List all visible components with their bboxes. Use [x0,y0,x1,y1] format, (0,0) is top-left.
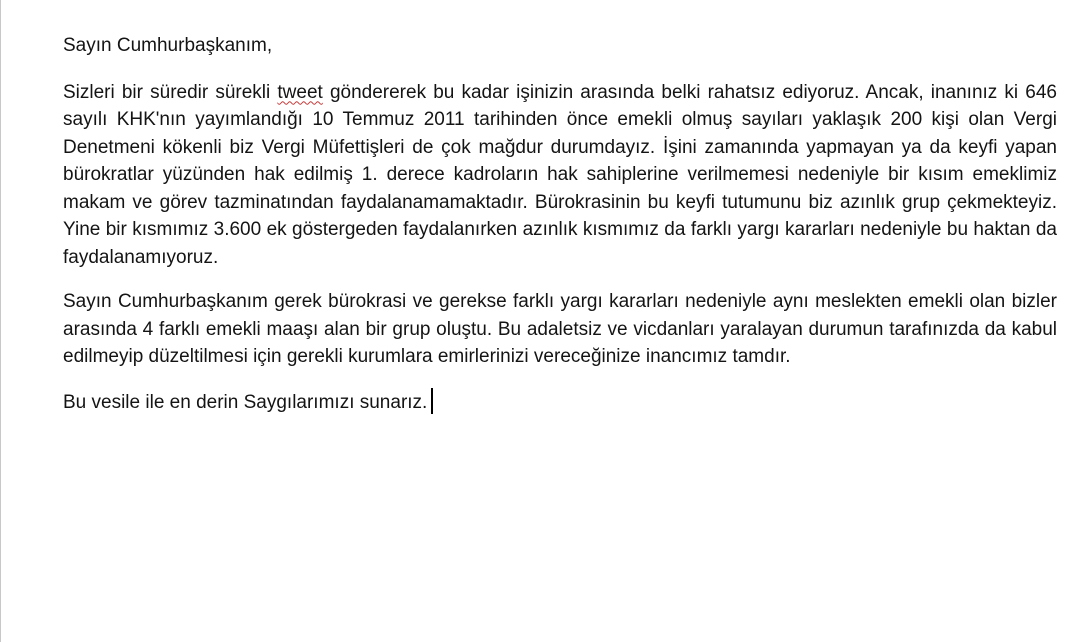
document-body[interactable] [63,32,1057,416]
spellcheck-flagged-word[interactable]: tweet [277,81,323,103]
page-left-edge [0,0,1,642]
paragraph-1 [63,79,1057,272]
paragraph-2: Sayın Cumhurbaşkanım gerek bürokrasi ve gerekse farklı yargı kararları nedeniyle aynı meslekten emekli olan bizler arasında 4 farklı emekli maaşı alan bir grup oluştu. Bu adaletsiz ve vicdanları yaralayan durumun tarafınızda da kabul edilmeyip düzeltilmesi için gerekli kurumlara emirlerinizi vereceğinize inancımız tamdır. [63,291,1057,367]
paragraph-1-rest: göndererek bu kadar işinizin arasında belki rahatsız ediyoruz. Ancak, inanınız ki 646 sayılı KHK'nın yayımlandığı 10 Temmuz 2011 tarihinden önce emekli olmuş sayıları yaklaşık 200 kişi olan Vergi Denetmeni kökenli biz Vergi Müfettişleri de çok mağdur durumdayız. İşini zamanında yapmayan ya da keyfi yapan bürokratlar yüzünden hak edilmiş 1. derece kadroların hak sahiplerine verilmemesi nedeniyle bir kısım emeklimiz makam ve görev tazminatından faydalanamamaktadır. Bürokrasinin bu keyfi tutumunu biz azınlık grup çekmekteyiz. Yine bir kısmımız 3.600 ek göstergeden faydalanırken azınlık kısmımız da farklı yargı kararları nedeniyle bu haktan da faydalanamıyoruz. [63,81,1057,268]
salutation: Sayın Cumhurbaşkanım, [63,35,273,56]
text-cursor [431,388,433,414]
closing-text: Bu vesile ile en derin Saygılarımızı sunarız. [63,391,428,413]
closing-line [63,388,1057,417]
paragraph-1-start: Sizleri bir süredir sürekli [63,81,278,103]
